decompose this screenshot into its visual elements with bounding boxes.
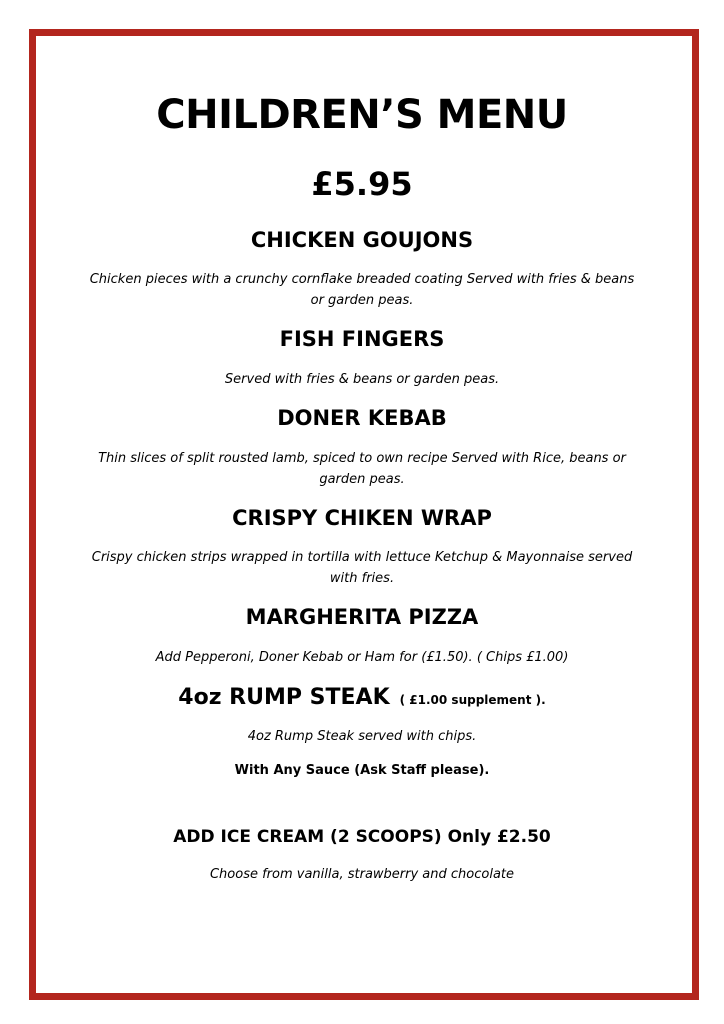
item-name-fish-fingers: FISH FINGERS bbox=[279, 327, 445, 351]
ice-cream-desc: Choose from vanilla, strawberry and chocolate bbox=[209, 867, 515, 882]
item-name-margherita-pizza: MARGHERITA PIZZA bbox=[245, 605, 479, 629]
steak-name: 4oz RUMP STEAK bbox=[178, 685, 390, 710]
item-desc-rump-steak: 4oz Rump Steak served with chips. bbox=[247, 729, 477, 744]
item-name-crispy-chicken-wrap: CRISPY CHIKEN WRAP bbox=[232, 506, 492, 530]
steak-sauce-note: With Any Sauce (Ask Staff please). bbox=[234, 763, 490, 778]
menu-price: £5.95 bbox=[311, 165, 413, 203]
item-desc-doner-kebab: Thin slices of split rousted lamb, spiced to own recipe Served with Rice, beans or garden peas. bbox=[98, 451, 626, 487]
item-desc-crispy-chicken-wrap: Crispy chicken strips wrapped in tortilla with lettuce Ketchup & Mayonnaise served with fries. bbox=[91, 550, 633, 586]
ice-cream-title: ADD ICE CREAM (2 SCOOPS) Only £2.50 bbox=[173, 827, 551, 847]
item-desc-fish-fingers: Served with fries & beans or garden peas. bbox=[224, 372, 500, 387]
menu-title: CHILDREN’S MENU bbox=[156, 92, 568, 138]
steak-supplement: ( £1.00 supplement ). bbox=[399, 693, 546, 707]
item-name-rump-steak bbox=[0, 683, 724, 714]
item-name-chicken-goujons: CHICKEN GOUJONS bbox=[250, 228, 474, 252]
item-desc-chicken-goujons: Chicken pieces with a crunchy cornflake breaded coating Served with fries & beans or garden peas. bbox=[89, 272, 635, 308]
item-desc-margherita-pizza: Add Pepperoni, Doner Kebab or Ham for (£1.50). ( Chips £1.00) bbox=[155, 650, 569, 665]
item-name-doner-kebab: DONER KEBAB bbox=[277, 406, 447, 430]
